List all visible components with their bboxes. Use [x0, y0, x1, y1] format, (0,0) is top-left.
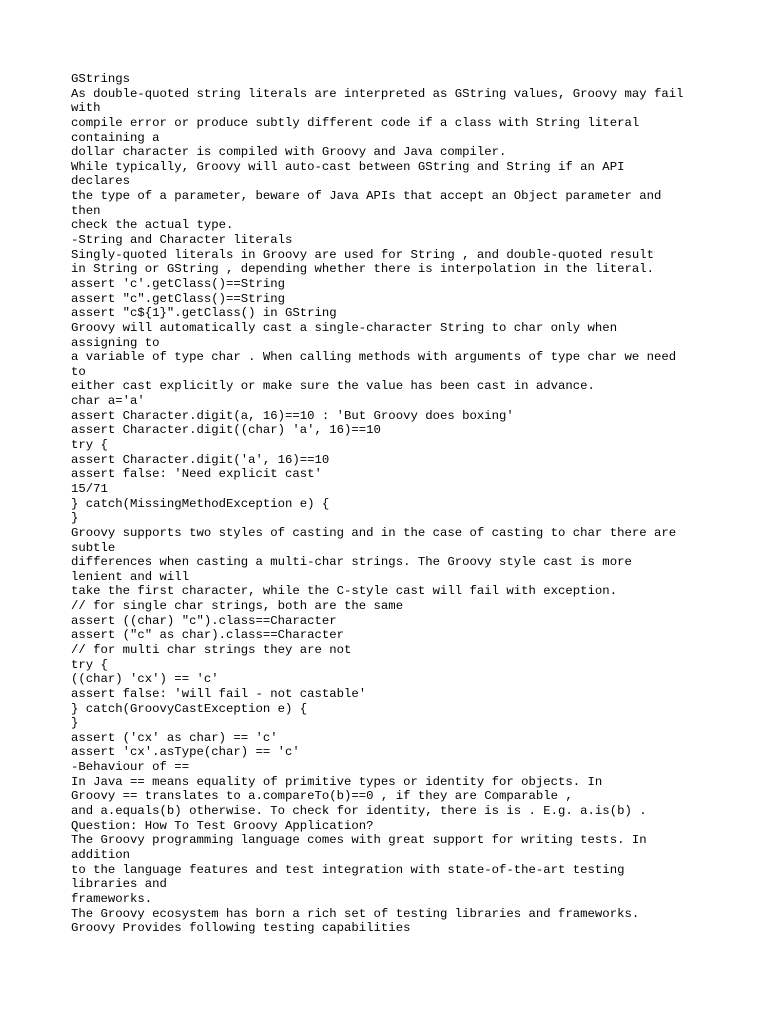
text-line: Question: How To Test Groovy Application?	[71, 818, 374, 833]
text-line: subtle	[71, 540, 116, 555]
text-line: try {	[71, 438, 108, 453]
text-line: try {	[71, 657, 108, 672]
text-line: Groovy Provides following testing capabilities	[71, 921, 411, 936]
text-line: containing a	[71, 130, 160, 145]
text-line: differences when casting a multi-char strings. The Groovy style cast is more	[71, 555, 632, 570]
text-line: dollar character is compiled with Groovy and Java compiler.	[71, 145, 507, 160]
text-line: Singly-quoted literals in Groovy are used for String , and double-quoted result	[71, 247, 654, 262]
text-line: // for multi char strings they are not	[71, 642, 352, 657]
text-line: // for single char strings, both are the same	[71, 599, 404, 614]
text-line: assert ("c" as char).class==Character	[71, 628, 345, 643]
text-line: Groovy == translates to a.compareTo(b)==0 , if they are Comparable ,	[71, 789, 573, 804]
text-line: } catch(GroovyCastException e) {	[71, 701, 308, 716]
text-line: ((char) 'cx') == 'c'	[71, 672, 219, 687]
text-line: then	[71, 203, 101, 218]
text-line: }	[71, 511, 79, 526]
text-line: lenient and will	[71, 569, 190, 584]
text-line: the type of a parameter, beware of Java APIs that accept an Object parameter and	[71, 189, 662, 204]
text-line: As double-quoted string literals are interpreted as GString values, Groovy may fail	[71, 86, 684, 101]
text-line: assert "c".getClass()==String	[71, 291, 286, 306]
text-line: -Behaviour of ==	[71, 760, 190, 775]
document-text	[71, 72, 711, 936]
text-line: check the actual type.	[71, 218, 234, 233]
text-line: Groovy will automatically cast a single-character String to char only when	[71, 320, 618, 335]
text-line: frameworks.	[71, 891, 153, 906]
text-line: assert Character.digit('a', 16)==10	[71, 452, 330, 467]
text-line: assert "c${1}".getClass() in GString	[71, 306, 337, 321]
text-line: in String or GString , depending whether there is interpolation in the literal.	[71, 262, 654, 277]
text-line: assert false: 'Need explicit cast'	[71, 467, 322, 482]
text-line: In Java == means equality of primitive types or identity for objects. In	[71, 774, 603, 789]
text-line: -String and Character literals	[71, 233, 293, 248]
text-line: assigning to	[71, 335, 160, 350]
text-line: GStrings	[71, 72, 131, 86]
text-line: assert ((char) "c").class==Character	[71, 613, 337, 628]
text-line: The Groovy programming language comes with great support for writing tests. In	[71, 833, 647, 848]
text-line: addition	[71, 847, 131, 862]
text-line: While typically, Groovy will auto-cast between GString and String if an API	[71, 159, 625, 174]
text-line: } catch(MissingMethodException e) {	[71, 496, 330, 511]
text-line: to the language features and test integration with state-of-the-art testing	[71, 862, 625, 877]
text-line: assert 'c'.getClass()==String	[71, 276, 286, 291]
text-line: }	[71, 716, 79, 731]
text-line: compile error or produce subtly different code if a class with String literal	[71, 115, 640, 130]
text-line: The Groovy ecosystem has born a rich set of testing libraries and frameworks.	[71, 906, 640, 921]
text-line: and a.equals(b) otherwise. To check for identity, there is is . E.g. a.is(b) .	[71, 804, 647, 819]
text-line: take the first character, while the C-style cast will fail with exception.	[71, 584, 618, 599]
text-line: assert Character.digit((char) 'a', 16)==10	[71, 423, 381, 438]
text-line: to	[71, 364, 86, 379]
text-line: assert 'cx'.asType(char) == 'c'	[71, 745, 300, 760]
page-number: 15/71	[71, 481, 108, 496]
text-line: libraries and	[71, 877, 167, 892]
text-line: a variable of type char . When calling methods with arguments of type char we need	[71, 350, 677, 365]
text-line: with	[71, 101, 101, 116]
text-line: Groovy supports two styles of casting and in the case of casting to char there are	[71, 525, 677, 540]
text-line: assert false: 'will fail - not castable'	[71, 686, 367, 701]
text-line: either cast explicitly or make sure the value has been cast in advance.	[71, 379, 595, 394]
text-line: char a='a'	[71, 394, 145, 409]
text-line: declares	[71, 174, 131, 189]
text-line: assert Character.digit(a, 16)==10 : 'But Groovy does boxing'	[71, 408, 514, 423]
text-line: assert ('cx' as char) == 'c'	[71, 730, 278, 745]
